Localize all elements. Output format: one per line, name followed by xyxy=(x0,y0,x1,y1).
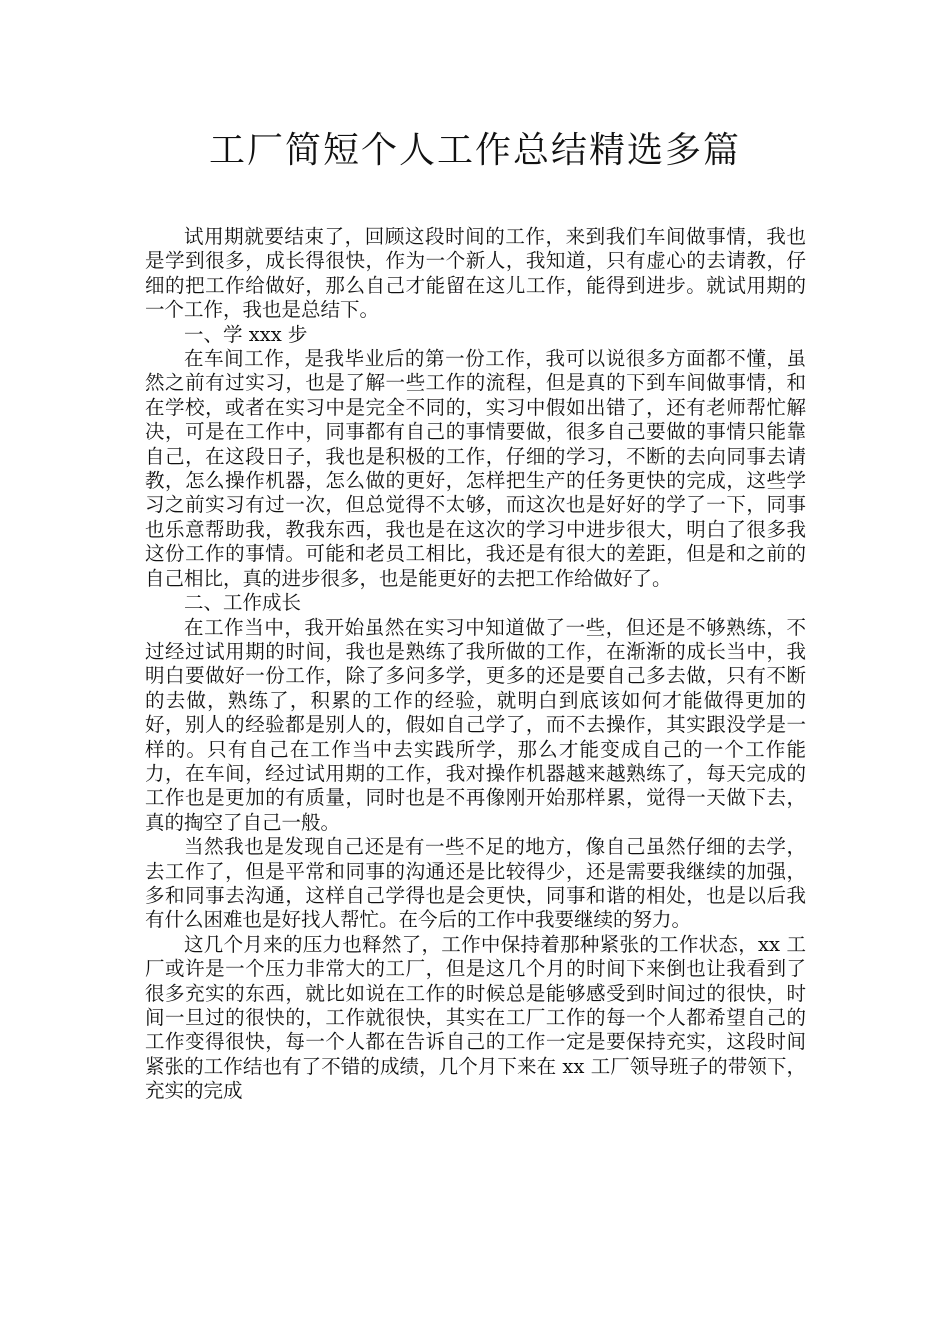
paragraph-section-2: 在工作当中，我开始虽然在实习中知道做了一些，但还是不够熟练，不过经过试用期的时间，我也是熟练了我所做的工作，在渐渐的成长当中，我明白要做好一份工作，除了多问多学，更多的还是要自己多去做，只有不断的去做，熟练了，积累的工作的经验，就明白到底该如何才能做得更加的好，别人的经验都是别人的，假如自己学了，而不去操作，其实跟没学是一样的。只有自己在工作当中去实践所学，那么才能变成自己的一个工作能力，在车间，经过试用期的工作，我对操作机器越来越熟练了，每天完成的工作也是更加的有质量，同时也是不再像刚开始那样累，觉得一天做下去，真的掏空了自己一般。 xyxy=(145,615,806,834)
paragraph-section-1: 在车间工作，是我毕业后的第一份工作，我可以说很多方面都不懂，虽然之前有过实习，也是了解一些工作的流程，但是真的下到车间做事情，和在学校，或者在实习中是完全不同的，实习中假如出错了，还有老师帮忙解决，可是在工作中，同事都有自己的事情要做，很多自己要做的事情只能靠自己，在这段日子，我也是积极的工作，仔细的学习，不断的去向同事去请教，怎么操作机器，怎么做的更好，怎样把生产的任务更快的完成，这些学习之前实习有过一次，但总觉得不太够，而这次也是好好的学了一下，同事也乐意帮助我，教我东西，我也是在这次的学习中进步很大，明白了很多我这份工作的事情。可能和老员工相比，我还是有很大的差距，但是和之前的自己相比，真的进步很多，也是能更好的去把工作给做好了。 xyxy=(145,347,806,590)
document-body xyxy=(145,225,806,1104)
document-title: 工厂简短个人工作总结精选多篇 xyxy=(208,130,741,171)
paragraph-pressure: 这几个月来的压力也释然了，工作中保持着那种紧张的工作状态，xx 工厂或许是一个压力非常大的工厂，但是这几个月的时间下来倒也让我看到了很多充实的东西，就比如说在工作的时候总是能够感受到时间过的很快，时间一旦过的很快的，工作就很快，其实在工厂工作的每一个人都希望自己的工作变得很快，每一个人都在告诉自己的工作一定是要保持充实，这段时间紧张的工作结也有了不错的成绩，几个月下来在 xx 工厂领导班子的带领下，充实的完成 xyxy=(145,932,806,1103)
section-heading-2: 二、工作成长 xyxy=(184,591,302,615)
section-heading-1: 一、学 xxx 步 xyxy=(184,322,308,346)
paragraph-intro: 试用期就要结束了，回顾这段时间的工作，来到我们车间做事情，我也是学到很多，成长得很快，作为一个新人，我知道，只有虚心的去请教，仔细的把工作给做好，那么自己才能留在这儿工作，能得到进步。就试用期的一个工作，我也是总结下。 xyxy=(145,225,806,322)
paragraph-shortcomings: 当然我也是发现自己还是有一些不足的地方，像自己虽然仔细的去学，去工作了，但是平常和同事的沟通还是比较得少，还是需要我继续的加强，多和同事去沟通，这样自己学得也是会更快，同事和谐的相处，也是以后我有什么困难也是好找人帮忙。在今后的工作中我要继续的努力。 xyxy=(145,835,806,932)
